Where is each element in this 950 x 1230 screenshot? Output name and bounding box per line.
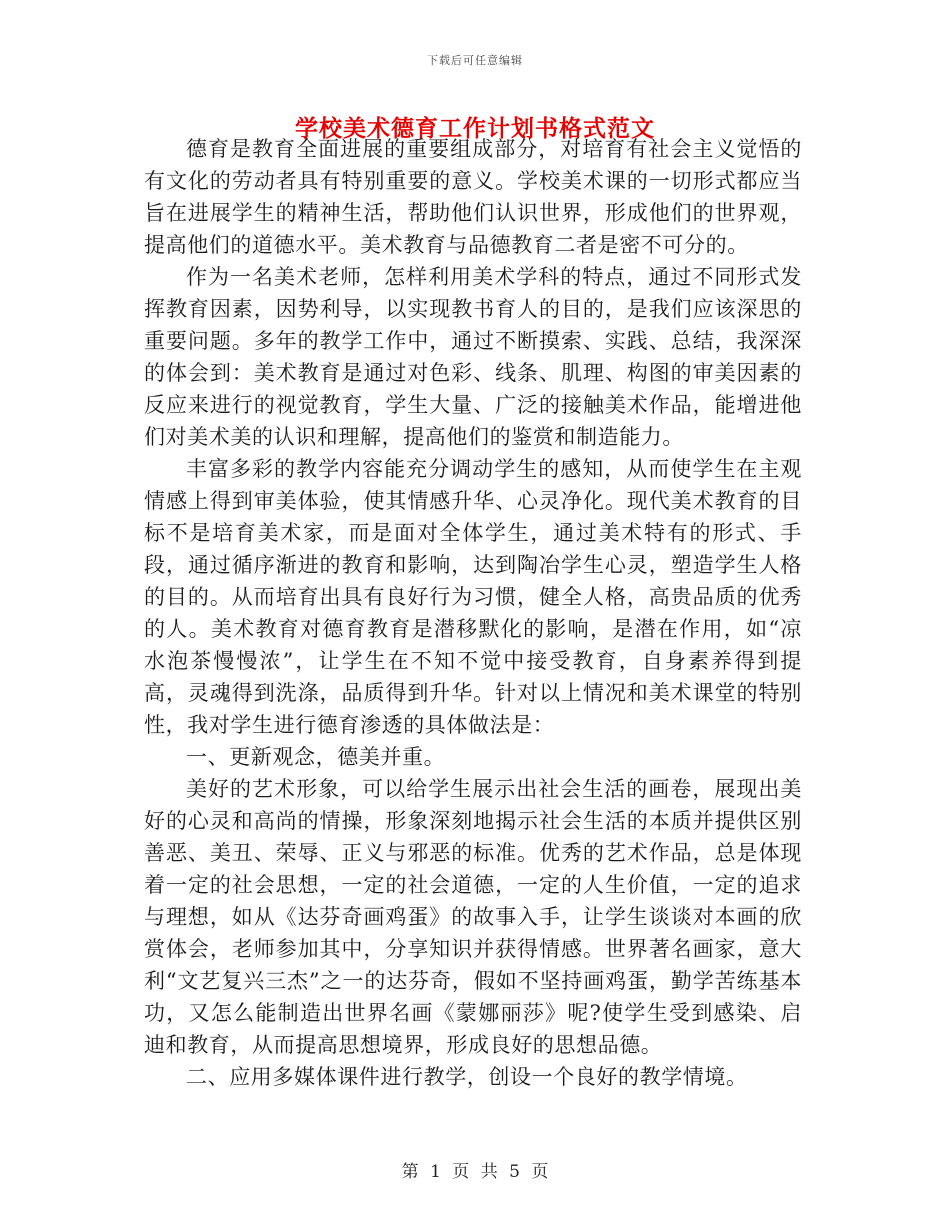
paragraph-2: 作为一名美术老师，怎样利用美术学科的特点，通过不同形式发挥教育因素，因势利导，以实现教书育人的目的，是我们应该深思的重要问题。多年的教学工作中，通过不断摸索、实践、总结，我深深的体会到：美术教育是通过对色彩、线条、肌理、构图的审美因素的反应来进行的视觉教育，学生大量、广泛的接触美术作品，能增进他们对美术美的认识和理解，提高他们的鉴赏和制造能力。 (144, 265, 802, 449)
paragraph-3: 丰富多彩的教学内容能充分调动学生的感知，从而使学生在主观情感上得到审美体验，使其情感升华、心灵净化。现代美术教育的目标不是培育美术家，而是面对全体学生，通过美术特有的形式、手段，通过循序渐进的教育和影响，达到陶冶学生心灵，塑造学生人格的目的。从而培育出具有良好行为习惯，健全人格，高贵品质的优秀的人。美术教育对德育教育是潜移默化的影响，是潜在作用，如“凉水泡茶慢慢浓”，让学生在不知不觉中接受教育，自身素养得到提高，灵魂得到洗涤，品质得到升华。针对以上情况和美术课堂的特别性，我对学生进行德育渗透的具体做法是： (144, 457, 802, 737)
document-title: 学校美术德育工作计划书格式范文 (295, 115, 655, 142)
paragraph-1: 德育是教育全面进展的重要组成部分，对培育有社会主义觉悟的有文化的劳动者具有特别重要的意义。学校美术课的一切形式都应当旨在进展学生的精神生活，帮助他们认识世界，形成他们的世界观，提高他们的道德水平。美术教育与品德教育二者是密不可分的。 (144, 137, 802, 257)
paragraph-4: 美好的艺术形象，可以给学生展示出社会生活的画卷，展现出美好的心灵和高尚的情操，形象深刻地揭示社会生活的本质并提供区别善恶、美丑、荣辱、正义与邪恶的标准。优秀的艺术作品，总是体现着一定的社会思想，一定的社会道德，一定的人生价值，一定的追求与理想，如从《达芬奇画鸡蛋》的故事入手，让学生谈谈对本画的欣赏体会，老师参加其中，分享知识并获得情感。世界著名画家，意大利“文艺复兴三杰”之一的达芬奇，假如不坚持画鸡蛋，勤学苦练基本功，又怎么能制造出世界名画《蒙娜丽莎》呢?使学生受到感染、启迪和教育，从而提高思想境界，形成良好的思想品德。 (144, 777, 802, 1057)
section-heading-1: 一、更新观念，德美并重。 (186, 745, 446, 769)
document-body (144, 133, 802, 1093)
page-header-note: 下载后可任意编辑 (427, 54, 523, 67)
page-number: 第 1 页 共 5 页 (401, 1162, 549, 1182)
section-heading-2: 二、应用多媒体课件进行教学，创设一个良好的教学情境。 (186, 1065, 748, 1089)
